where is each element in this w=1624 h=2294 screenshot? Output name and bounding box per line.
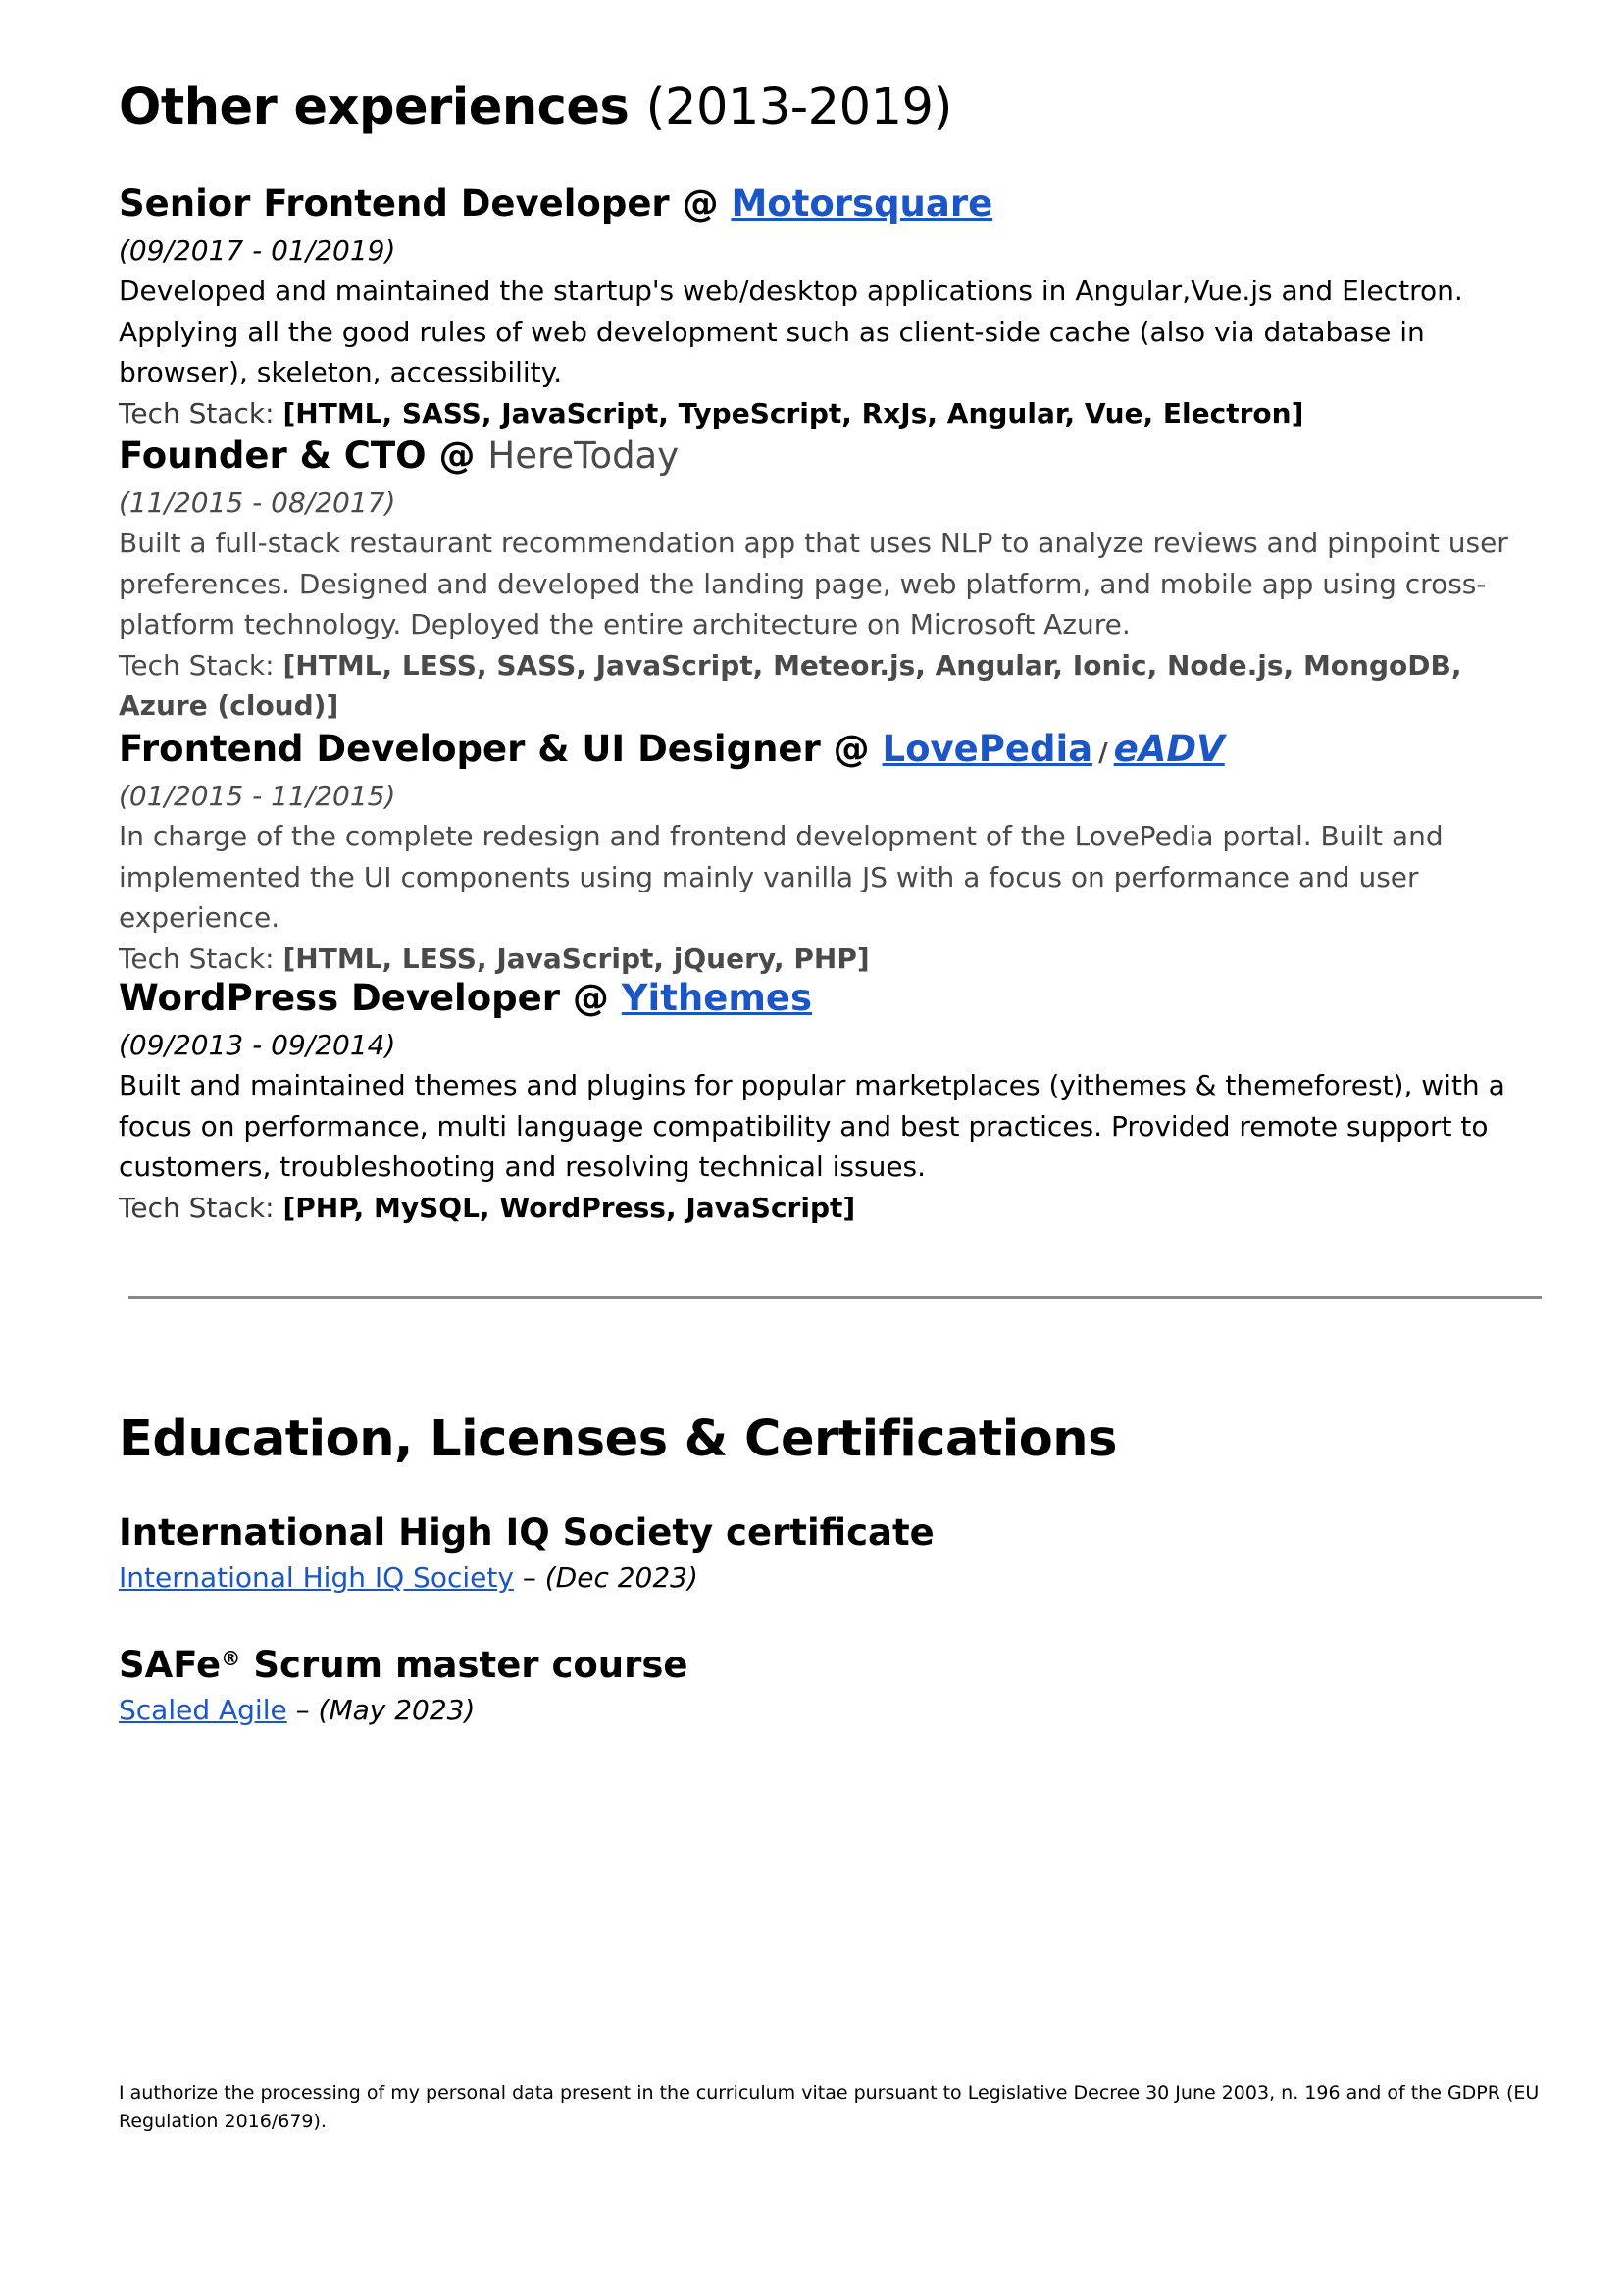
- cert-details: [119, 1557, 1550, 1598]
- issuer-link-scaled-agile[interactable]: Scaled Agile: [119, 1694, 287, 1727]
- job-entry-yithemes: [119, 976, 1550, 1228]
- cert-title: International High IQ Society certificate: [119, 1511, 935, 1554]
- tech-stack: [119, 1188, 1550, 1229]
- at-sign: @: [833, 728, 870, 770]
- job-dates: (09/2013 - 09/2014): [119, 1029, 396, 1062]
- tech-stack: [119, 393, 1550, 434]
- job-dates: (09/2017 - 01/2019): [119, 234, 396, 268]
- job-role: WordPress Developer: [119, 977, 560, 1019]
- tech-stack-list: [HTML, LESS, JavaScript, jQuery, PHP]: [282, 942, 870, 975]
- job-description: Built a full-stack restaurant recommendation app that uses NLP to analyze reviews and pinpoint user preferences. Designed and developed the landing page, web platform, and mobile app using cross-platform technology. Deployed the entire architecture on Microsoft Azure.: [119, 527, 1508, 641]
- tech-stack-label: Tech Stack:: [119, 942, 275, 975]
- company-link-yithemes[interactable]: Yithemes: [621, 977, 813, 1019]
- at-sign: @: [438, 434, 476, 477]
- tech-stack-list: [HTML, LESS, SASS, JavaScript, Meteor.js, Angular, Ionic, Node.js, MongoDB, Azure (cloud)]: [119, 648, 1462, 723]
- cert-entry-iq-society: [119, 1510, 1550, 1598]
- job-dates: (01/2015 - 11/2015): [119, 780, 396, 813]
- job-role: Senior Frontend Developer: [119, 182, 670, 225]
- job-title: [119, 433, 1550, 479]
- cert-dash: –: [295, 1694, 310, 1727]
- education-heading: Education, Licenses & Certifications: [119, 1410, 1117, 1468]
- tech-stack-list: [HTML, SASS, JavaScript, TypeScript, RxJs, Angular, Vue, Electron]: [282, 396, 1304, 430]
- tech-stack: [119, 645, 1550, 727]
- cert-title-main: SAFe: [119, 1644, 222, 1686]
- job-title: [119, 976, 1550, 1021]
- job-description: Developed and maintained the startup's web/desktop applications in Angular,Vue.js and Electron. Applying all the good rules of web development such as client-side cache (also via database in browser), skeleton, accessibility.: [119, 275, 1463, 389]
- job-title: [119, 181, 1550, 227]
- job-role: Frontend Developer & UI Designer: [119, 728, 821, 770]
- company-separator: /: [1098, 739, 1108, 768]
- job-entry-heretoday: [119, 433, 1550, 727]
- job-entry-lovepedia: [119, 727, 1550, 979]
- job-dates: (11/2015 - 08/2017): [119, 486, 396, 520]
- at-sign: @: [682, 182, 719, 225]
- tech-stack-label: Tech Stack:: [119, 648, 275, 682]
- other-experiences-years: (2013-2019): [645, 78, 952, 136]
- tech-stack-label: Tech Stack:: [119, 396, 275, 430]
- company-link-eadv[interactable]: eADV: [1113, 728, 1225, 770]
- section-divider: [128, 1296, 1542, 1299]
- tech-stack-label: Tech Stack:: [119, 1191, 275, 1224]
- tech-stack-list: [PHP, MySQL, WordPress, JavaScript]: [282, 1191, 856, 1224]
- cert-entry-safe: [119, 1643, 1550, 1730]
- cert-date: (Dec 2023): [544, 1561, 698, 1595]
- cert-title: [119, 1643, 1550, 1688]
- registered-mark: ®: [221, 1646, 241, 1670]
- job-description: Built and maintained themes and plugins for popular marketplaces (yithemes & themeforest), with a focus on performance, multi language compatibility and best practices. Provided remote support to customers, troubleshooting and resolving technical issues.: [119, 1069, 1505, 1184]
- cert-dash: –: [522, 1561, 536, 1595]
- cert-details: [119, 1690, 1550, 1730]
- tech-stack: [119, 939, 1550, 980]
- company-link-motorsquare[interactable]: Motorsquare: [731, 182, 993, 225]
- job-description: In charge of the complete redesign and frontend development of the LovePedia portal. Built and implemented the UI components using mainly vanilla JS with a focus on performance and user experience.: [119, 820, 1444, 935]
- company-link-lovepedia[interactable]: LovePedia: [882, 728, 1093, 770]
- job-role: Founder & CTO: [119, 434, 427, 477]
- other-experiences-heading: [119, 77, 952, 137]
- cert-date: (May 2023): [318, 1694, 476, 1727]
- gdpr-consent-note: I authorize the processing of my personal data present in the curriculum vitae pursuant to Legislative Decree 30 June 2003, n. 196 and of the GDPR (EU Regulation 2016/679).: [119, 2082, 1540, 2132]
- cert-title-rest: Scrum master course: [240, 1644, 688, 1686]
- company-name-heretoday: HereToday: [487, 434, 680, 477]
- other-experiences-title: Other experiences: [119, 78, 630, 136]
- job-title: [119, 727, 1550, 772]
- at-sign: @: [572, 977, 609, 1019]
- issuer-link-iq-society[interactable]: International High IQ Society: [119, 1561, 514, 1595]
- job-entry-motorsquare: [119, 181, 1550, 433]
